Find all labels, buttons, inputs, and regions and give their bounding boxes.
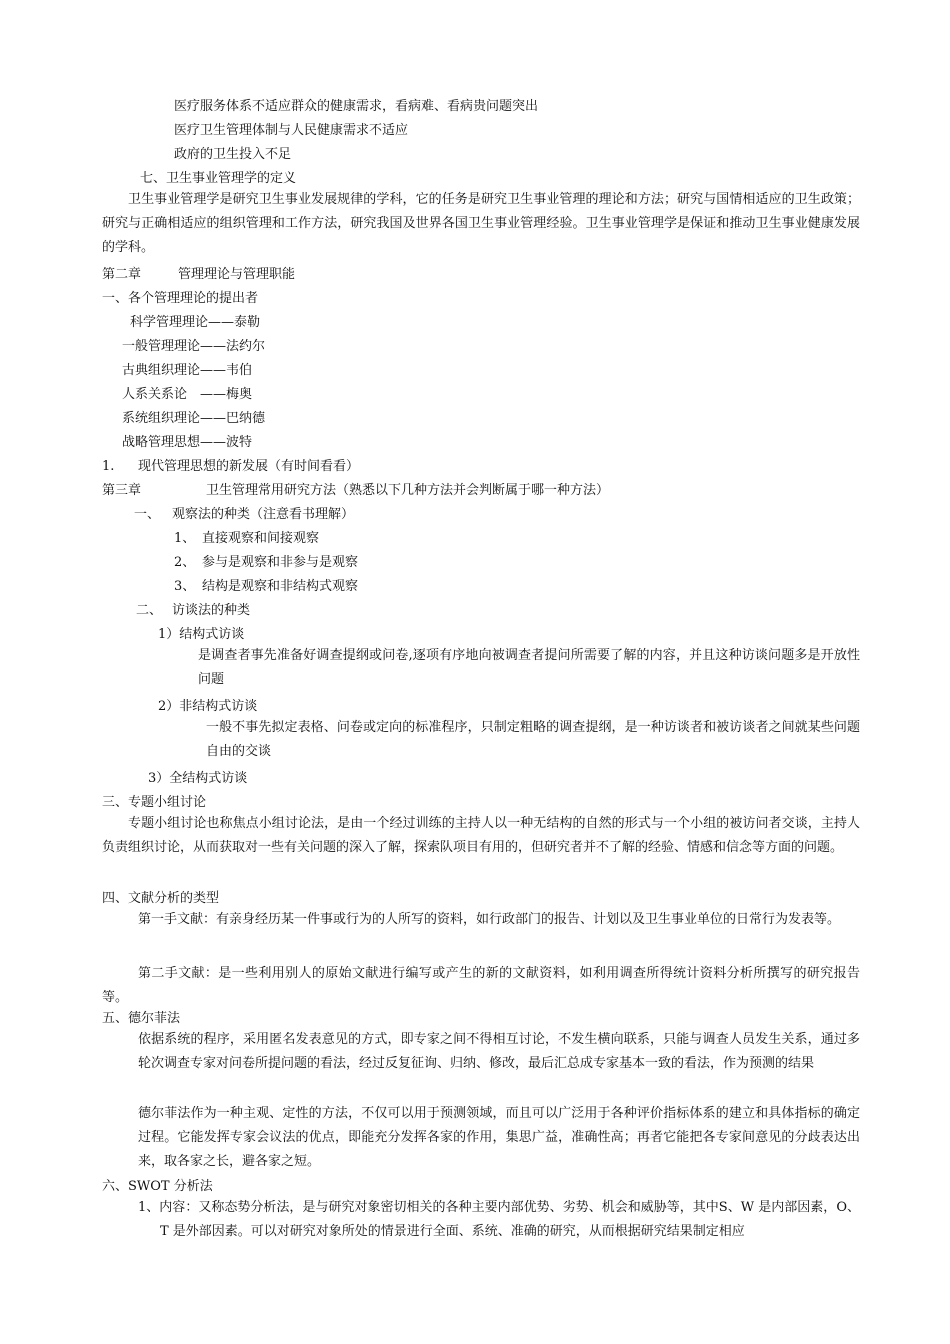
chapter-label: 第二章 xyxy=(102,267,142,282)
paragraph: 1、内容：又称态势分析法，是与研究对象密切相关的各种主要内部优势、劣势、机会和威胁等，其中S、W 是内部因素，O、T 是外部因素。可以对研究对象所处的情景进行全面、系统、准确的研究，从而根据研究结果制定相应 xyxy=(138,1200,860,1239)
text-line: 医疗卫生管理体制与人民健康需求不适应 xyxy=(174,123,409,138)
list-number: 1、 xyxy=(174,531,196,546)
list-item: 结构是观察和非结构式观察 xyxy=(202,579,359,594)
paragraph: 卫生事业管理学是研究卫生事业发展规律的学科，它的任务是研究卫生事业管理的理论和方法；研究与国情相适应的卫生政策；研究与正确相适应的组织管理和工作方法，研究我国及世界各国卫生事业管理经验。卫生事业管理学是保证和推动卫生事业健康发展的学科。 xyxy=(102,192,860,255)
section-heading: 三、专题小组讨论 xyxy=(102,795,207,810)
list-item: 3）全结构式访谈 xyxy=(148,771,248,786)
list-item: 人系关系论 ——梅奥 xyxy=(122,387,253,402)
text-line: 政府的卫生投入不足 xyxy=(174,147,292,162)
list-item: 现代管理思想的新发展（有时间看看） xyxy=(138,459,360,474)
paragraph: 专题小组讨论也称焦点小组讨论法，是由一个经过训练的主持人以一种无结构的自然的形式与一个小组的被访问者交谈，主持人负责组织讨论，从而获取对一些有关问题的深入了解，探索队项目有用的，但研究者并不了解的经验、情感和信念等方面的问题。 xyxy=(102,816,860,855)
list-item: 系统组织理论——巴纳德 xyxy=(122,411,266,426)
paragraph: 德尔菲法作为一种主观、定性的方法，不仅可以用于预测领域，而且可以广泛用于各种评价指标体系的建立和具体指标的确定过程。它能发挥专家会议法的优点，即能充分发挥各家的作用，集思广益，准确性高；再者它能把各专家间意见的分歧表达出来，取各家之长，避各家之短。 xyxy=(138,1106,860,1169)
list-number: 二、 xyxy=(136,603,163,618)
list-item: 科学管理理论——泰勒 xyxy=(130,315,261,330)
list-item: 直接观察和间接观察 xyxy=(202,531,320,546)
list-number: 1. xyxy=(102,459,115,474)
list-number: 2、 xyxy=(174,555,196,570)
section-heading: 六、SWOT 分析法 xyxy=(102,1179,213,1194)
chapter-title: 卫生管理常用研究方法（熟悉以下几种方法并会判断属于哪一种方法） xyxy=(206,483,610,498)
list-number: 3、 xyxy=(174,579,196,594)
list-number: 一、 xyxy=(134,507,161,522)
list-item: 战略管理思想——波特 xyxy=(122,435,253,450)
section-heading: 访谈法的种类 xyxy=(172,603,251,618)
paragraph: 第一手文献：有亲身经历某一件事或行为的人所写的资料，如行政部门的报告、计划以及卫生事业单位的日常行为发表等。 xyxy=(138,912,841,927)
section-heading: 四、文献分析的类型 xyxy=(102,891,220,906)
paragraph: 是调查者事先准备好调查提纲或问卷,逐项有序地向被调查者提问所需要了解的内容，并且这种访谈问题多是开放性问题 xyxy=(198,648,860,687)
text-line: 医疗服务体系不适应群众的健康需求，看病难、看病贵问题突出 xyxy=(174,99,539,114)
section-heading: 五、德尔菲法 xyxy=(102,1011,181,1026)
list-item: 一般管理理论——法约尔 xyxy=(122,339,266,354)
list-item: 古典组织理论——韦伯 xyxy=(122,363,253,378)
list-item: 2）非结构式访谈 xyxy=(158,699,258,714)
chapter-title: 管理理论与管理职能 xyxy=(178,267,296,282)
paragraph: 依据系统的程序，采用匿名发表意见的方式，即专家之间不得相互讨论，不发生横向联系，只能与调查人员发生关系，通过多轮次调查专家对问卷所提问题的看法，经过反复征询、归纳、修改，最后汇总成专家基本一致的看法，作为预测的结果 xyxy=(138,1032,860,1071)
paragraph: 一般不事先拟定表格、问卷或定向的标准程序，只制定粗略的调查提纲，是一种访谈者和被访谈者之间就某些问题自由的交谈 xyxy=(206,720,860,759)
chapter-label: 第三章 xyxy=(102,483,142,498)
paragraph: 第二手文献：是一些利用别人的原始文献进行编写或产生的新的文献资料，如利用调查所得统计资料分析所撰写的研究报告等。 xyxy=(102,966,860,1005)
section-heading: 一、各个管理理论的提出者 xyxy=(102,291,259,306)
section-heading: 七、卫生事业管理学的定义 xyxy=(140,171,297,186)
list-item: 1）结构式访谈 xyxy=(158,627,245,642)
section-heading: 观察法的种类（注意看书理解） xyxy=(172,507,355,522)
list-item: 参与是观察和非参与是观察 xyxy=(202,555,359,570)
